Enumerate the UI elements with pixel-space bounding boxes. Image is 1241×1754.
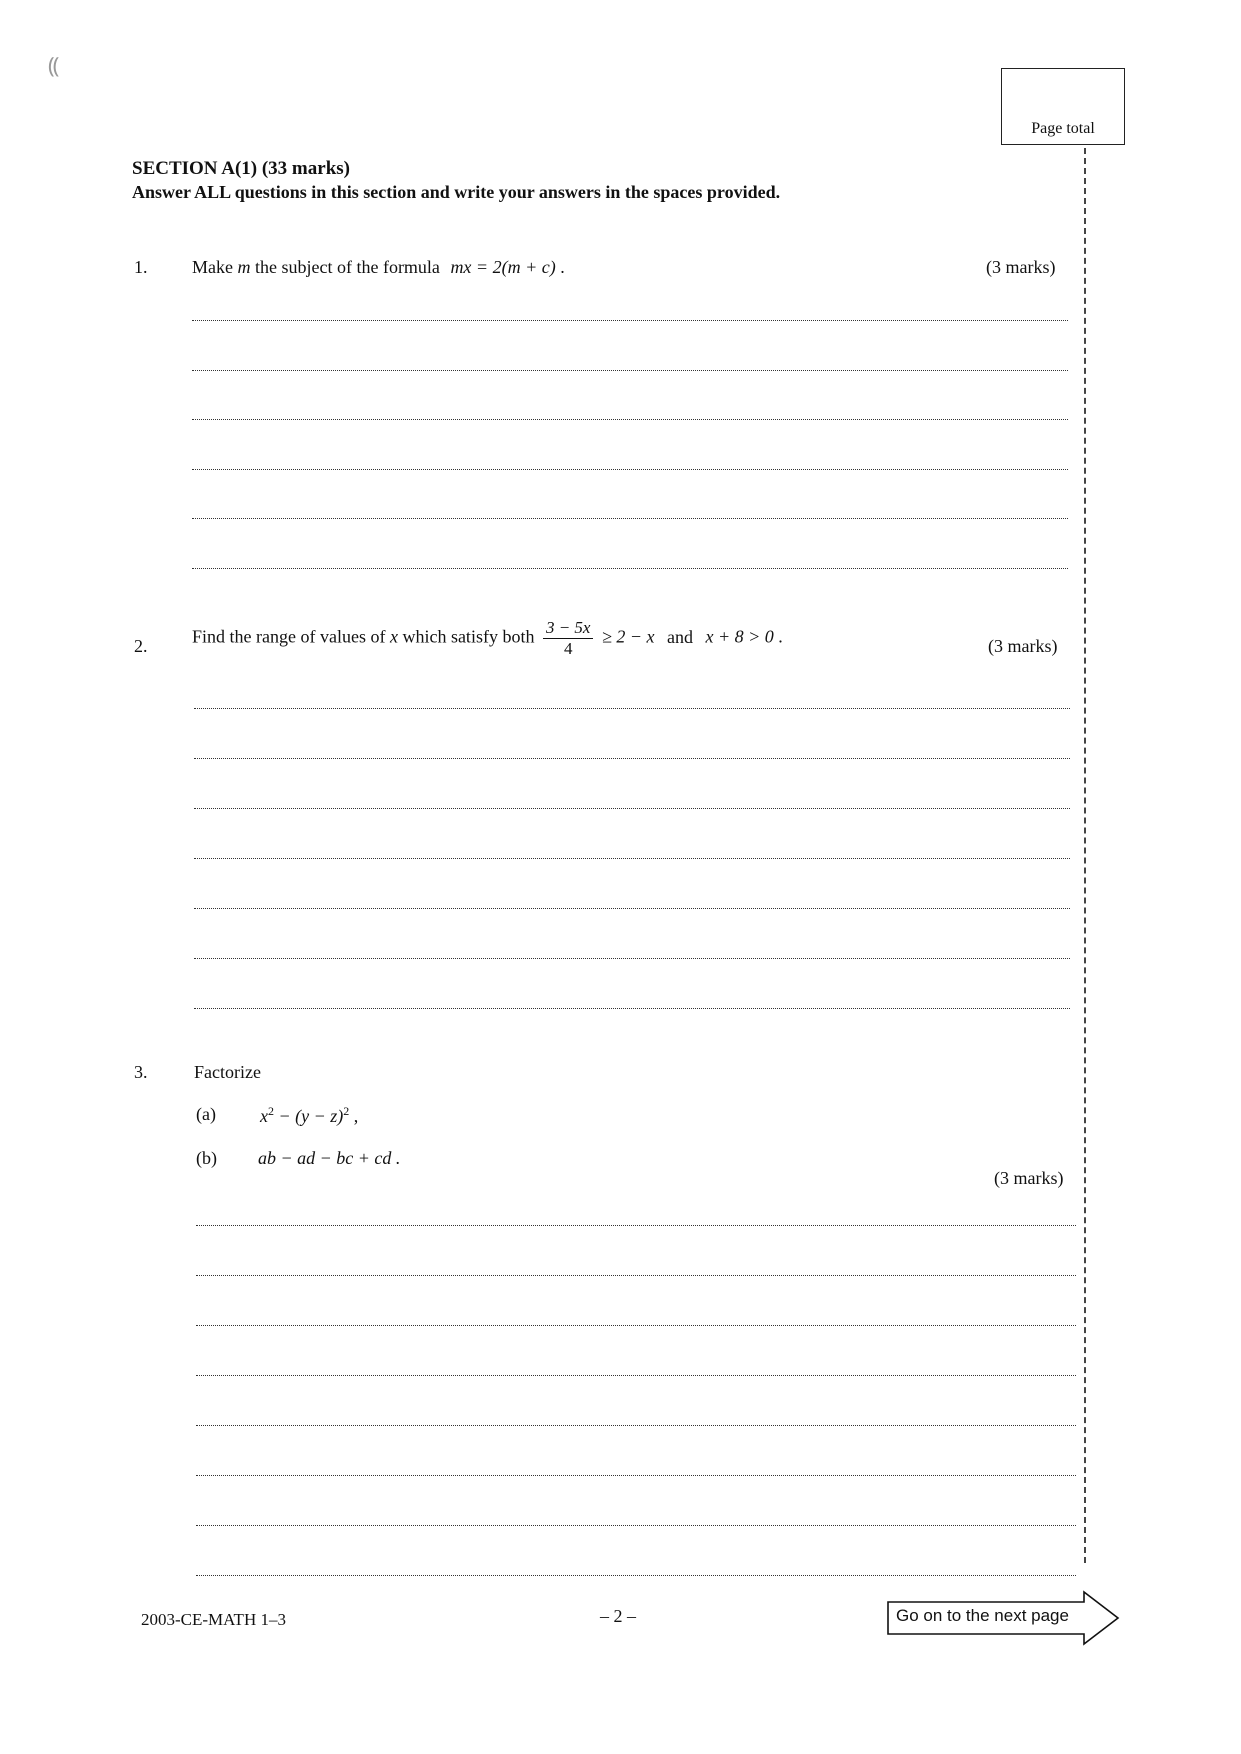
q2-text-mid: which satisfy both (402, 626, 535, 647)
answer-line[interactable] (196, 1425, 1076, 1426)
q2-inequality-2: x + 8 > 0 (705, 626, 774, 647)
answer-line[interactable] (194, 958, 1070, 959)
answer-line[interactable] (192, 419, 1068, 420)
q3a-exponent-2: 2 (343, 1104, 350, 1118)
page-number: – 2 – (600, 1606, 636, 1626)
q2-text-start: Find the range of values of (192, 626, 386, 647)
answer-line[interactable] (192, 320, 1068, 321)
q1-text-mid: the subject of the formula (254, 257, 440, 277)
next-page-indicator (884, 1590, 1124, 1646)
answer-line[interactable] (194, 908, 1070, 909)
answer-line[interactable] (192, 469, 1068, 470)
answer-line[interactable] (194, 808, 1070, 809)
answer-line[interactable] (192, 370, 1068, 371)
q3a-exponent-1: 2 (268, 1104, 274, 1118)
q1-var-m: m (237, 257, 251, 277)
question-1-number: 1. (134, 257, 148, 277)
q1-formula: mx = 2(m + c) (450, 257, 556, 277)
q2-frac-numerator: 3 − 5x (543, 618, 594, 639)
answer-line[interactable] (194, 858, 1070, 859)
scan-mark: ⸨ (48, 53, 60, 78)
question-2-number: 2. (134, 636, 148, 656)
q2-inequality-1: ≥ 2 − x (601, 626, 655, 647)
answer-line[interactable] (192, 568, 1068, 569)
q2-frac-denominator: 4 (563, 639, 573, 658)
next-page-label: Go on to the next page (896, 1606, 1069, 1625)
paper-code: 2003-CE-MATH 1–3 (141, 1610, 286, 1629)
question-3-number: 3. (134, 1062, 148, 1082)
answer-line[interactable] (192, 518, 1068, 519)
answer-line[interactable] (196, 1225, 1076, 1226)
q3a-x: x (260, 1106, 268, 1126)
q2-and: and (667, 626, 693, 647)
question-2-text (192, 618, 783, 659)
question-3-text: Factorize (194, 1062, 261, 1082)
answer-line[interactable] (194, 758, 1070, 759)
question-1-marks: (3 marks) (986, 257, 1056, 277)
answer-line[interactable] (194, 1008, 1070, 1009)
q2-text-end: . (778, 626, 783, 647)
q1-text-start: Make (192, 257, 233, 277)
q1-text-end: . (560, 257, 565, 277)
q3-part-a-label: (a) (196, 1104, 216, 1124)
page-total-label: Page total (1031, 120, 1095, 137)
q3-part-b-label: (b) (196, 1148, 217, 1168)
q2-var-x: x (389, 626, 398, 647)
answer-line[interactable] (196, 1275, 1076, 1276)
q3a-end: , (349, 1106, 359, 1126)
question-3-marks: (3 marks) (994, 1168, 1064, 1188)
answer-line[interactable] (196, 1475, 1076, 1476)
q3-part-a-expression (260, 1104, 358, 1127)
q3-part-b-expression: ab − ad − bc + cd . (258, 1148, 401, 1168)
question-1-text (192, 257, 565, 278)
question-2-marks: (3 marks) (988, 636, 1058, 656)
q3a-mid: − (y − z) (274, 1106, 344, 1126)
section-instructions: Answer ALL questions in this section and write your answers in the spaces provided. (132, 182, 781, 202)
margin-line (1084, 148, 1086, 1563)
answer-line[interactable] (196, 1525, 1076, 1526)
section-title: SECTION A(1) (33 marks) (132, 158, 350, 179)
answer-line[interactable] (194, 708, 1070, 709)
answer-line[interactable] (196, 1575, 1076, 1576)
answer-line[interactable] (196, 1375, 1076, 1376)
answer-line[interactable] (196, 1325, 1076, 1326)
q2-fraction (543, 618, 594, 659)
page-total-box (1001, 68, 1125, 145)
